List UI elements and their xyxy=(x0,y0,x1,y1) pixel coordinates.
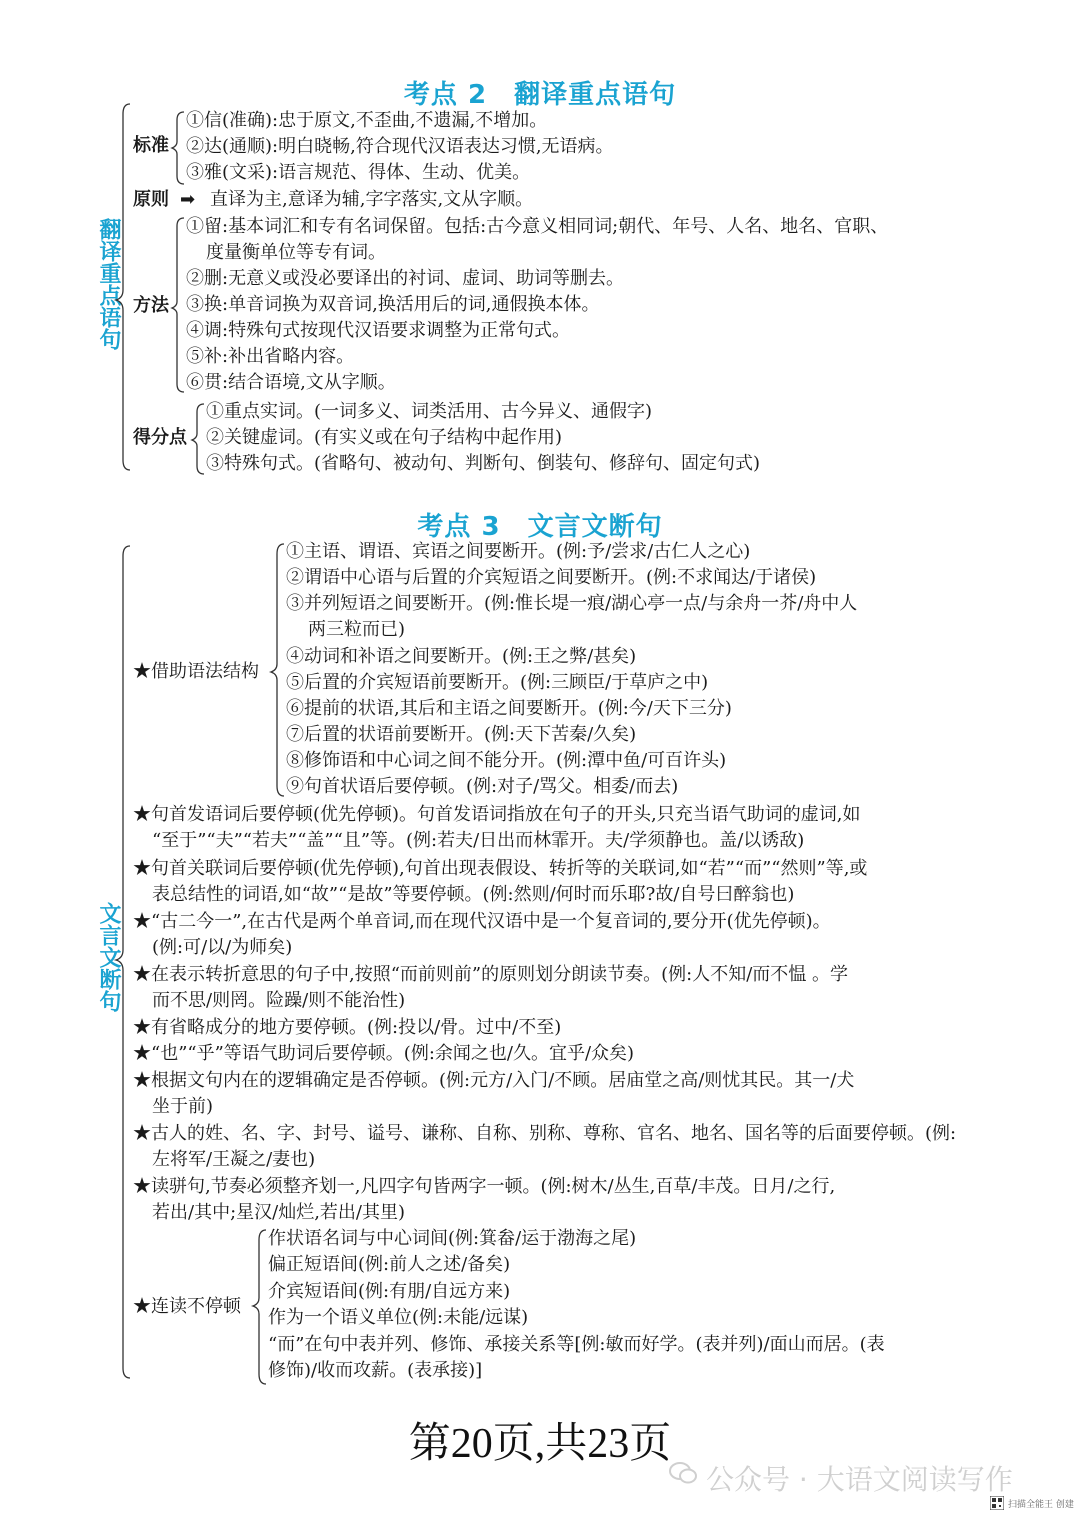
rule-line: ★句首关联词后要停顿(优先停顿),句首出现表假设、转折等的关联词,如“若”“而”“然则”等,或 xyxy=(133,858,868,879)
standard-label: 标准 xyxy=(133,135,169,156)
principle-text: 直译为主,意译为辅,字字落实,文从字顺。 xyxy=(210,189,534,210)
grammar-item: ⑧修饰语和中心词之间不能分开。(例:潭中鱼/可百许头) xyxy=(286,750,727,771)
method-item: ④调:特殊句式按现代汉语要求调整为正常句式。 xyxy=(186,320,571,341)
method-item: ①留:基本词汇和专有名词保留。包括:古今意义相同词;朝代、年号、人名、地名、官职、 xyxy=(186,216,889,237)
method-item: ②删:无意义或没必要译出的衬词、虚词、助词等删去。 xyxy=(186,268,625,289)
section2-title: 考点 2 翻译重点语句 xyxy=(403,80,677,110)
score-item: ③特殊句式。(省略句、被动句、判断句、倒装句、修辞句、固定句式) xyxy=(206,453,761,474)
grammar-label: ★借助语法结构 xyxy=(133,661,259,682)
continuous-brace xyxy=(253,1230,266,1384)
standard-item: ①信(准确):忠于原文,不歪曲,不遗漏,不增加。 xyxy=(186,110,548,131)
rule-line: 左将军/王凝之/妻也) xyxy=(152,1149,316,1170)
scanner-credit: 扫描全能王 创建 xyxy=(1008,1500,1074,1510)
standard-brace xyxy=(172,112,184,184)
standard-item: ②达(通顺):明白晓畅,符合现代汉语表达习惯,无语病。 xyxy=(186,136,614,157)
grammar-item: 两三粒而已) xyxy=(308,619,406,640)
rule-line: ★“古二今一”,在古代是两个单音词,而在现代汉语中是一个复音词的,要分开(优先停顿)。 xyxy=(133,911,831,932)
grammar-brace xyxy=(271,544,284,796)
rule-line: “至于”“夫”“若夫”“盖”“且”等。(例:若夫/日出而林霏开。夫/学须静也。盖/以诱敌) xyxy=(152,830,805,851)
section3-brace xyxy=(116,546,130,1378)
score-label: 得分点 xyxy=(133,427,187,448)
watermark-text: 公众号 · 大语文阅读写作 xyxy=(706,1463,1013,1496)
score-item: ①重点实词。(一词多义、词类活用、古今异义、通假字) xyxy=(206,401,653,422)
rule-line: 表总结性的词语,如“故”“是故”等要停顿。(例:然则/何时而乐耶?故/自号曰醉翁也) xyxy=(152,884,795,905)
rule-line: ★“也”“乎”等语气助词后要停顿。(例:余闻之也/久。宜乎/众矣) xyxy=(133,1043,635,1064)
continuous-label: ★连读不停顿 xyxy=(133,1296,241,1317)
section3-side-label: 文言文断句 xyxy=(96,902,121,1012)
grammar-item: ⑤后置的介宾短语前要断开。(例:三顾臣/于草庐之中) xyxy=(286,672,709,693)
section2-side-label: 翻译重点语句 xyxy=(96,218,121,350)
rule-line: (例:可/以/为师矣) xyxy=(152,937,293,958)
rule-line: ★古人的姓、名、字、封号、谥号、谦称、自称、别称、尊称、官名、地名、国名等的后面要停顿。(例: xyxy=(133,1123,957,1144)
grammar-item: ⑦后置的状语前要断开。(例:天下苦秦/久矣) xyxy=(286,724,637,745)
section3-title: 考点 3 文言文断句 xyxy=(417,512,663,542)
score-item: ②关键虚词。(有实义或在句子结构中起作用) xyxy=(206,427,563,448)
grammar-item: ⑨句首状语后要停顿。(例:对子/骂父。相委/而去) xyxy=(286,776,679,797)
score-brace xyxy=(192,404,204,474)
grammar-item: ③并列短语之间要断开。(例:惟长堤一痕/湖心亭一点/与余舟一芥/舟中人 xyxy=(286,593,858,614)
qr-icon xyxy=(990,1496,1004,1510)
wechat-icon xyxy=(668,1460,698,1486)
rule-line: ★句首发语词后要停顿(优先停顿)。句首发语词指放在句子的开头,只充当语气助词的虚词,如 xyxy=(133,804,861,825)
principle-label: 原则 xyxy=(133,189,169,210)
continuous-item: 作状语名词与中心词间(例:箕畚/运于渤海之尾) xyxy=(268,1228,637,1249)
standard-item: ③雅(文采):语言规范、得体、生动、优美。 xyxy=(186,162,531,183)
rule-line: 而不思/则罔。险躁/则不能治性) xyxy=(152,990,406,1011)
continuous-item: 修饰)/收而攻薪。(表承接)] xyxy=(268,1360,483,1381)
method-brace xyxy=(172,218,184,392)
rule-line: ★读骈句,节奏必须整齐划一,凡四字句皆两字一顿。(例:树木/丛生,百草/丰茂。日月/之行, xyxy=(133,1176,836,1197)
section2-brace xyxy=(116,104,130,470)
method-label: 方法 xyxy=(133,295,169,316)
method-item: ③换:单音词换为双音词,换活用后的词,通假换本体。 xyxy=(186,294,600,315)
rule-line: 若出/其中;星汉/灿烂,若出/其里) xyxy=(152,1202,406,1223)
method-item: 度量衡单位等专有词。 xyxy=(206,242,386,263)
continuous-item: “而”在句中表并列、修饰、承接关系等[例:敏而好学。(表并列)/面山而居。(表 xyxy=(268,1334,885,1355)
method-item: ⑤补:补出省略内容。 xyxy=(186,346,355,367)
continuous-item: 偏正短语间(例:前人之述/备矣) xyxy=(268,1254,511,1275)
grammar-item: ②谓语中心语与后置的介宾短语之间要断开。(例:不求闻达/于诸侯) xyxy=(286,567,817,588)
rule-line: ★在表示转折意思的句子中,按照“而前则前”的原则划分朗读节奏。(例:人不知/而不愠 。学 xyxy=(133,964,848,985)
rule-line: ★根据文句内在的逻辑确定是否停顿。(例:元方/入门/不顾。居庙堂之高/则忧其民。其一/犬 xyxy=(133,1070,855,1091)
rule-line: 坐于前) xyxy=(152,1096,214,1117)
continuous-item: 介宾短语间(例:有朋/自远方来) xyxy=(268,1281,511,1302)
grammar-item: ④动词和补语之间要断开。(例:王之弊/甚矣) xyxy=(286,646,637,667)
rule-line: ★有省略成分的地方要停顿。(例:投以/骨。过中/不至) xyxy=(133,1017,562,1038)
method-item: ⑥贯:结合语境,文从字顺。 xyxy=(186,372,396,393)
grammar-item: ⑥提前的状语,其后和主语之间要断开。(例:今/天下三分) xyxy=(286,698,732,719)
arrow-icon: ➡ xyxy=(180,189,196,210)
grammar-item: ①主语、谓语、宾语之间要断开。(例:予/尝求/古仁人之心) xyxy=(286,541,751,562)
page-number: 第20页,共23页 xyxy=(408,1421,672,1467)
continuous-item: 作为一个语义单位(例:未能/远谋) xyxy=(268,1307,529,1328)
